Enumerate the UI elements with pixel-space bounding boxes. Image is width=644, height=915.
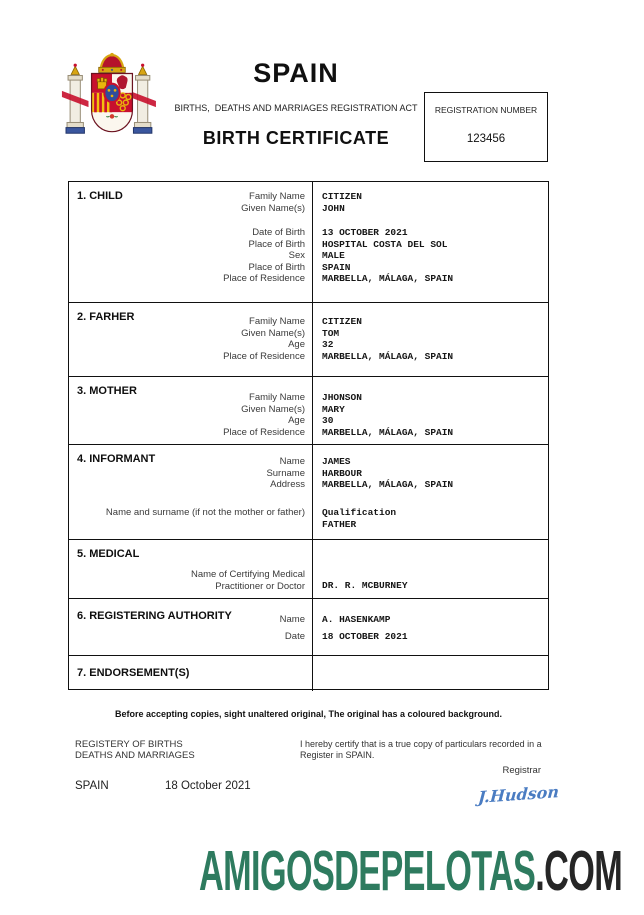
registrar-signature: J.Hudson [477,782,560,807]
section-heading: 5. MEDICAL [77,548,140,560]
field-value: 18 OCTOBER 2021 [322,631,408,642]
field-value: MARBELLA, MÁLAGA, SPAIN [322,350,454,362]
coat-of-arms [60,52,164,146]
watermark-brand [198,839,622,903]
field-label: Given Name(s) [241,327,305,339]
registrar-label: Registrar [502,765,541,776]
section-heading: 2. FARHER [77,311,135,323]
mother-values [322,392,453,438]
registry-line-1: REGISTERY OF BIRTHS [75,739,183,750]
section-father [69,303,548,377]
field-label: Place of Residence [223,426,305,438]
informant-values [322,456,453,491]
footer-issue-date: 18 October 2021 [165,780,251,792]
section-mother-right-cell [314,377,548,444]
field-label: Place of Residence [223,273,305,284]
registration-number-value: 123456 [466,133,506,145]
informant-labels [266,456,305,491]
field-value: CITIZEN [322,191,362,202]
section-medical [69,540,548,599]
footer-country: SPAIN [75,780,109,792]
section-mother [69,377,548,445]
spacer [322,214,453,227]
section-mother-left-cell [69,377,313,444]
informant-extra-label: Name and surname (if not the mother or father) [105,507,305,518]
field-label: Date of Birth [252,227,305,238]
section-child-left-cell [69,182,313,302]
watermark-brand-tld: .COM [535,839,622,903]
section-authority [69,599,548,656]
field-value: HOSPITAL COSTA DEL SOL [322,238,448,250]
authority-values [322,611,408,645]
field-label: Age [288,415,305,426]
country-title: SPAIN [253,58,339,88]
section-child-right-cell [314,182,548,302]
field-value: CITIZEN [322,316,362,327]
field-label: Place of Residence [223,350,305,362]
section-heading: 3. MOTHER [77,385,137,397]
field-value: MARBELLA, MÁLAGA, SPAIN [322,479,454,490]
field-label: Name [279,614,305,625]
field-label: Given Name(s) [241,202,305,214]
section-informant-left-cell [69,445,313,539]
field-value: SPAIN [322,261,351,273]
section-informant [69,445,548,540]
registry-line-2: DEATHS AND MARRIAGES [75,750,195,761]
section-informant-right-cell [314,445,548,539]
field-label: Sex [288,250,305,261]
section-endorsements-right-cell [314,656,548,691]
field-value: MARY [322,403,345,415]
registration-number-label: REGISTRATION NUMBER [434,105,538,115]
field-value: FATHER [322,518,357,530]
section-father-left-cell [69,303,313,376]
document-title: BIRTH CERTIFICATE [202,128,390,148]
section-heading: 6. REGISTERING AUTHORITY [77,610,232,622]
mother-labels [223,392,305,438]
section-endorsements-left-cell [69,656,313,691]
section-endorsements [69,656,548,691]
header [165,58,427,149]
child-values [322,191,453,285]
authority-labels [280,611,305,645]
section-heading: 4. INFORMANT [77,453,156,465]
field-value: 13 OCTOBER 2021 [322,227,408,238]
section-heading: 1. CHILD [77,190,123,202]
field-label: Address [270,479,305,490]
field-value: MALE [322,250,345,261]
field-value: JHONSON [322,392,362,403]
medical-value: DR. R. MCBURNEY [322,580,408,591]
spanish-coat-of-arms-icon [60,52,164,146]
father-labels [223,316,305,362]
field-label: Family Name [249,316,305,327]
copies-notice: Before accepting copies, sight unaltered original, The original has a coloured background. [114,709,503,719]
field-value: MARBELLA, MÁLAGA, SPAIN [322,426,454,438]
field-value: JOHN [322,202,345,214]
child-labels [223,191,305,285]
registration-number-box [424,92,548,162]
registry-office-block [75,739,195,761]
field-label: Family Name [249,191,305,202]
field-value: 30 [322,415,334,426]
section-father-right-cell [314,303,548,376]
field-label: Date [284,631,305,642]
certificate-table [68,181,549,690]
section-authority-right-cell [314,599,548,655]
field-value: HARBOUR [322,467,362,479]
medical-label: Name of Certifying Medical Practitioner or Doctor [190,569,305,592]
section-medical-right-cell [314,540,548,598]
section-child [69,182,548,303]
watermark-brand-name: AMIGOSDEPELOTAS [198,839,536,903]
certify-statement: I hereby certify that is a true copy of particulars recorded in a Register in SPAIN. [300,739,542,760]
section-medical-left-cell [69,540,313,598]
field-label: Place of Birth [248,261,305,273]
field-label: Place of Birth [248,238,305,250]
field-label: Family Name [249,392,305,403]
act-subtitle: BIRTHS, DEATHS AND MARRIAGES REGISTRATION ACT [174,103,418,113]
field-label: Name [279,456,305,467]
field-value: Qualification [322,507,397,518]
field-value: JAMES [322,456,351,467]
spacer [223,214,305,227]
father-values [322,316,453,362]
field-value: TOM [322,327,340,339]
field-value: A. HASENKAMP [322,614,391,625]
section-authority-left-cell [69,599,313,655]
field-label: Age [288,339,305,350]
field-value: 32 [322,339,334,350]
field-label: Given Name(s) [241,403,305,415]
informant-extra-values [322,507,396,530]
section-heading: 7. ENDORSEMENT(S) [77,667,190,679]
field-value: MARBELLA, MÁLAGA, SPAIN [322,273,454,284]
field-label: Surname [266,467,305,479]
